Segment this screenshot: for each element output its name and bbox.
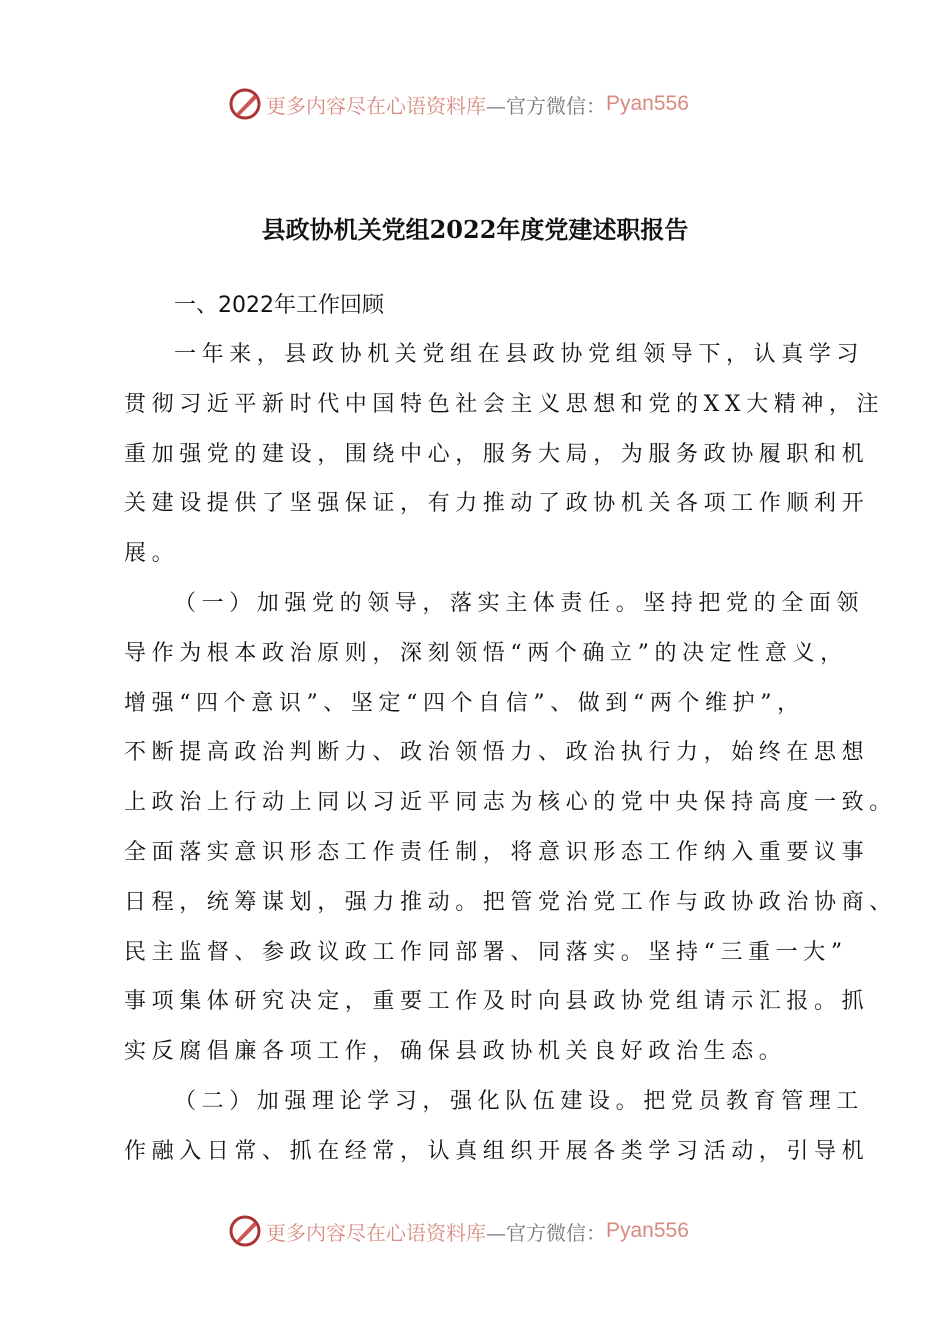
text-line: （二）加强理论学习，强化队伍建设。把党员教育管理工	[174, 1088, 865, 1114]
footer-watermark	[228, 1211, 689, 1251]
document-title: 县政协机关党组2022年度党建述职报告	[261, 215, 689, 244]
watermark-label: —官方微信：	[486, 1220, 606, 1245]
pen-logo-icon	[228, 87, 262, 121]
pen-logo-icon	[228, 1214, 262, 1248]
watermark-text: 更多内容尽在心语资料库	[266, 1220, 486, 1245]
header-watermark	[228, 84, 689, 124]
text-line: 全面落实意识形态工作责任制，将意识形态工作纳入重要议事	[124, 839, 870, 865]
text-line: 增强“四个意识”、坚定“四个自信”、做到“两个维护”，	[124, 690, 805, 716]
text-line: 上政治上行动上同以习近平同志为核心的党中央保持高度一致。	[124, 790, 897, 816]
text-line: 贯彻习近平新时代中国特色社会主义思想和党的XX大精神，注	[124, 391, 885, 417]
text-line: 不断提高政治判断力、政治领悟力、政治执行力，始终在思想	[124, 740, 870, 766]
text-line: 展。	[124, 541, 180, 567]
text-line: 导作为根本政治原则，深刻领悟“两个确立”的决定性意义，	[124, 640, 848, 666]
text-line: 实反腐倡廉各项工作，确保县政协机关良好政治生态。	[124, 1039, 787, 1065]
watermark-label: —官方微信：	[486, 93, 606, 118]
section-heading: 一、2022年工作回顾	[174, 293, 384, 318]
text-line: （一）加强党的领导，落实主体责任。坚持把党的全面领	[174, 590, 865, 616]
text-line: 作融入日常、抓在经常，认真组织开展各类学习活动，引导机	[124, 1138, 870, 1164]
text-line: 关建设提供了坚强保证，有力推动了政协机关各项工作顺利开	[124, 491, 870, 517]
text-line: 重加强党的建设，围绕中心，服务大局，为服务政协履职和机	[124, 441, 870, 467]
watermark-wechat-id: Pyan556	[606, 92, 689, 115]
watermark-text: 更多内容尽在心语资料库	[266, 93, 486, 118]
text-line: 民主监督、参政议政工作同部署、同落实。坚持“三重一大”	[124, 939, 848, 965]
watermark-wechat-id: Pyan556	[606, 1219, 689, 1242]
document-body	[124, 336, 897, 1183]
text-line: 事项集体研究决定，重要工作及时向县政协党组请示汇报。抓	[124, 989, 870, 1015]
text-line: 日程，统筹谋划，强力推动。把管党治党工作与政协政治协商、	[124, 889, 897, 915]
text-line: 一年来，县政协机关党组在县政协党组领导下，认真学习	[174, 342, 865, 367]
